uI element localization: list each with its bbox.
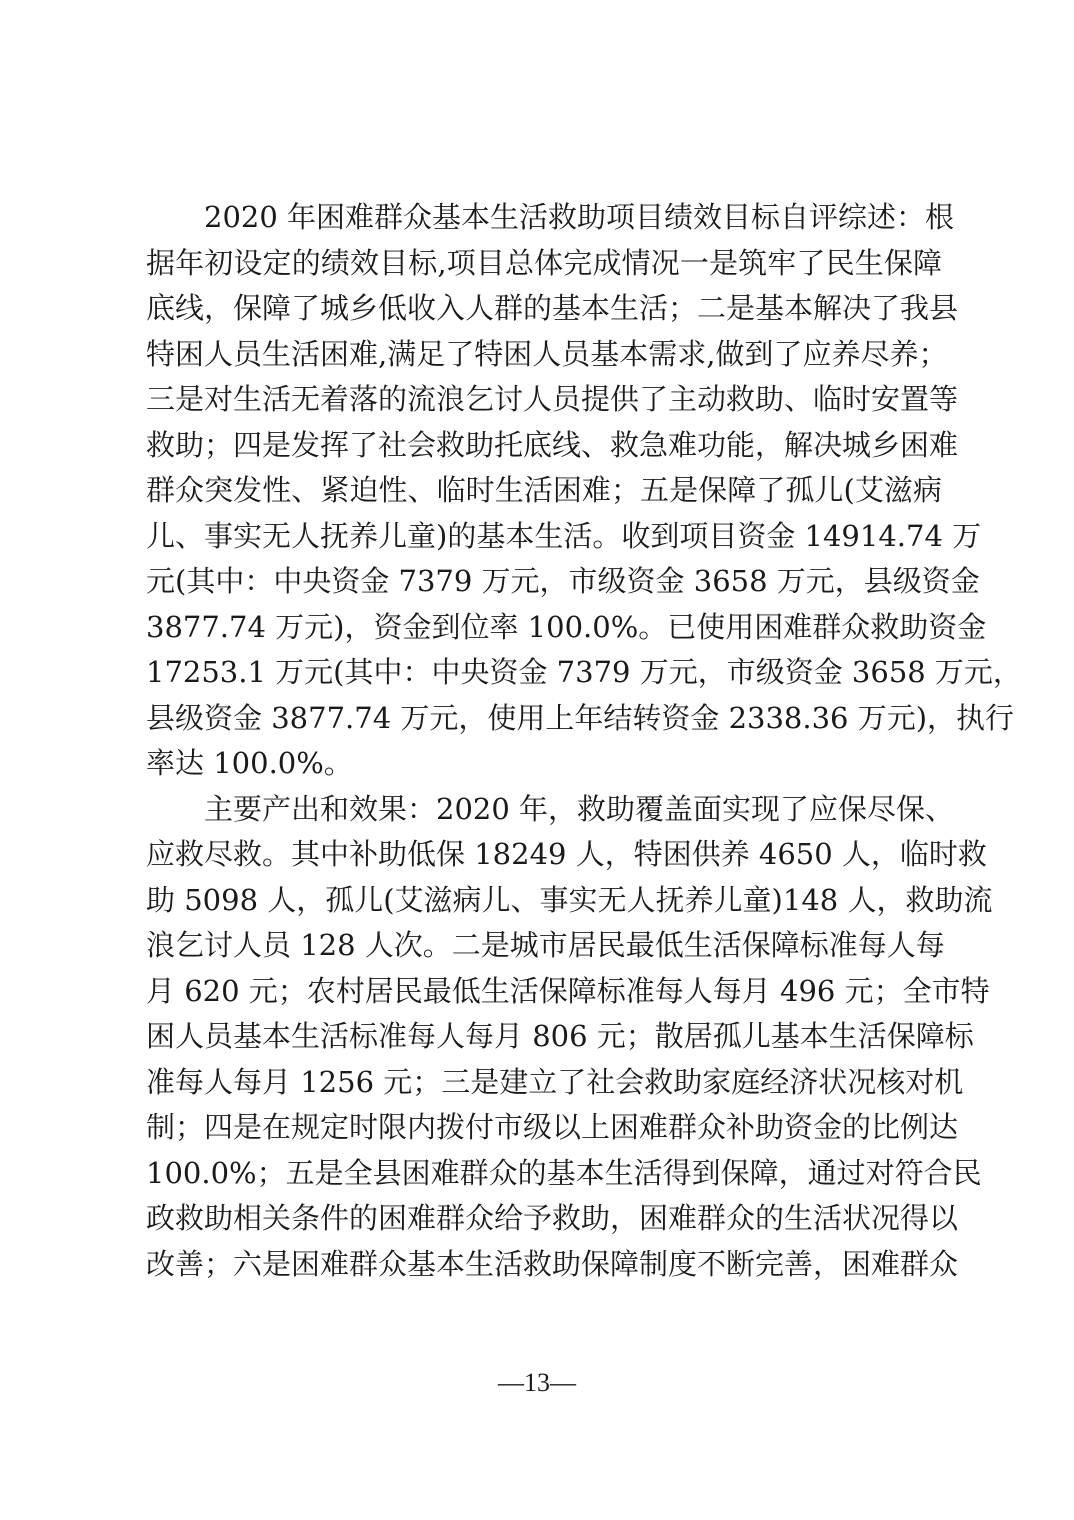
paragraph-1 <box>146 195 1022 787</box>
text-line: 3877.74 万元)，资金到位率 100.0%。已使用困难群众救助资金 <box>146 609 987 644</box>
text-line: 率达 100.0%。 <box>146 746 353 780</box>
text-line: 群众突发性、紧迫性、临时生活困难；五是保障了孤儿(艾滋病 <box>146 473 942 507</box>
text-line: 政救助相关条件的困难群众给予救助，困难群众的生活状况得以 <box>146 1201 959 1235</box>
text-line: 准每人每月 1256 元；三是建立了社会救助家庭经济状况核对机 <box>146 1064 964 1099</box>
text-line: 改善；六是困难群众基本生活救助保障制度不断完善，困难群众 <box>146 1246 959 1281</box>
body-text <box>146 195 1022 1287</box>
text-line: 2020 年困难群众基本生活救助项目绩效目标自评综述：根 <box>204 200 955 234</box>
page-number: —13— <box>498 1368 576 1397</box>
text-line: 主要产出和效果：2020 年，救助覆盖面实现了应保尽保、 <box>204 791 955 826</box>
text-line: 底线，保障了城乡低收入人群的基本生活；二是基本解决了我县 <box>146 291 959 325</box>
text-line: 月 620 元；农村居民最低生活保障标准每人每月 496 元；全市特 <box>146 973 990 1008</box>
text-line: 三是对生活无着落的流浪乞讨人员提供了主动救助、临时安置等 <box>146 382 959 416</box>
text-line: 17253.1 万元(其中：中央资金 7379 万元，市级资金 3658 万元， <box>146 655 1022 689</box>
text-line: 救助；四是发挥了社会救助托底线、救急难功能，解决城乡困难 <box>146 427 959 462</box>
text-line: 特困人员生活困难,满足了特困人员基本需求,做到了应养尽养； <box>146 336 948 371</box>
text-line: 据年初设定的绩效目标,项目总体完成情况一是筑牢了民生保障 <box>146 245 942 280</box>
text-line: 100.0%；五是全县困难群众的基本生活得到保障，通过对符合民 <box>146 1155 982 1190</box>
text-line: 制；四是在规定时限内拨付市级以上困难群众补助资金的比例达 <box>146 1110 959 1144</box>
paragraph-2 <box>146 787 993 1288</box>
text-line: 元(其中：中央资金 7379 万元，市级资金 3658 万元，县级资金 <box>146 564 980 598</box>
text-line: 儿、事实无人抚养儿童)的基本生活。收到项目资金 14914.74 万 <box>146 518 982 553</box>
text-line: 助 5098 人，孤儿(艾滋病儿、事实无人抚养儿童)148 人，救助流 <box>146 882 993 917</box>
text-line: 困人员基本生活标准每人每月 806 元；散居孤儿基本生活保障标 <box>146 1019 974 1053</box>
text-line: 县级资金 3877.74 万元，使用上年结转资金 2338.36 万元)，执行 <box>146 700 1015 735</box>
text-line: 浪乞讨人员 128 人次。二是城市居民最低生活保障标准每人每 <box>146 928 945 962</box>
text-line: 应救尽救。其中补助低保 18249 人，特困供养 4650 人，临时救 <box>146 837 987 871</box>
